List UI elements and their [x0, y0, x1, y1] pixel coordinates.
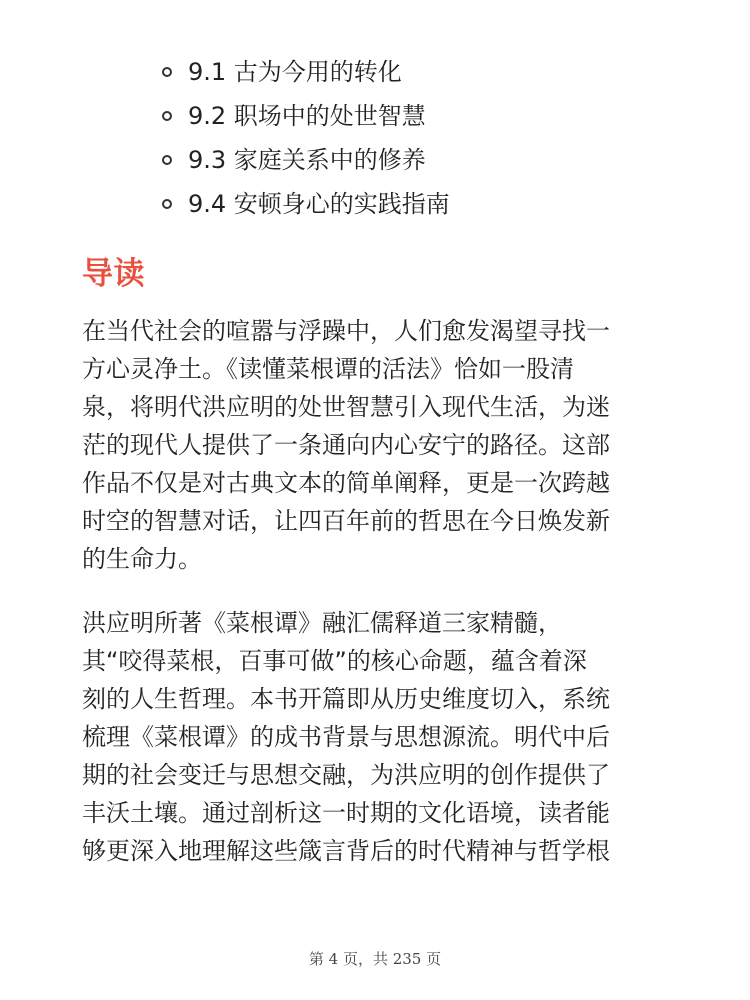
toc-item-label[interactable]: 9.3 家庭关系中的修养	[188, 146, 426, 174]
toc-item-label[interactable]: 9.2 职场中的处世智慧	[188, 102, 426, 130]
text-line: 方心灵净土。《读懂菜根谭的活法》恰如一股清	[82, 355, 574, 383]
body-paragraph	[82, 312, 672, 578]
toc-item[interactable]	[162, 182, 450, 226]
circle-bullet-icon	[162, 199, 172, 209]
text-line: 够更深入地理解这些箴言背后的时代精神与哲学根	[82, 837, 610, 865]
circle-bullet-icon	[162, 67, 172, 77]
page-number-footer: 第 4 页，共 235 页	[308, 950, 442, 968]
text-line: 茫的现代人提供了一条通向内心安宁的路径。这部	[82, 431, 610, 459]
toc-item[interactable]	[162, 138, 450, 182]
table-of-contents	[162, 50, 450, 226]
text-line: 梳理《菜根谭》的成书背景与思想源流。明代中后	[82, 723, 610, 751]
circle-bullet-icon	[162, 155, 172, 165]
text-line: 在当代社会的喧嚣与浮躁中，人们愈发渴望寻找一	[82, 317, 610, 345]
text-line: 刻的人生哲理。本书开篇即从历史维度切入，系统	[82, 685, 610, 713]
section-heading: 导读	[82, 256, 145, 292]
text-line: 洪应明所著《菜根谭》融汇儒释道三家精髓，	[82, 609, 562, 637]
toc-item[interactable]	[162, 50, 450, 94]
text-line: 其“咬得菜根，百事可做”的核心命题，蕴含着深	[82, 647, 587, 675]
text-line: 期的社会变迁与思想交融，为洪应明的创作提供了	[82, 761, 610, 789]
circle-bullet-icon	[162, 111, 172, 121]
toc-item-label[interactable]: 9.4 安顿身心的实践指南	[188, 190, 450, 218]
body-paragraph	[82, 604, 672, 870]
text-line: 泉，将明代洪应明的处世智慧引入现代生活，为迷	[82, 393, 610, 421]
text-line: 的生命力。	[82, 545, 202, 573]
text-line: 作品不仅是对古典文本的简单阐释，更是一次跨越	[82, 469, 610, 497]
toc-item-label[interactable]: 9.1 古为今用的转化	[188, 58, 402, 86]
text-line: 时空的智慧对话，让四百年前的哲思在今日焕发新	[82, 507, 610, 535]
text-line: 丰沃土壤。通过剖析这一时期的文化语境，读者能	[82, 799, 610, 827]
toc-item[interactable]	[162, 94, 450, 138]
